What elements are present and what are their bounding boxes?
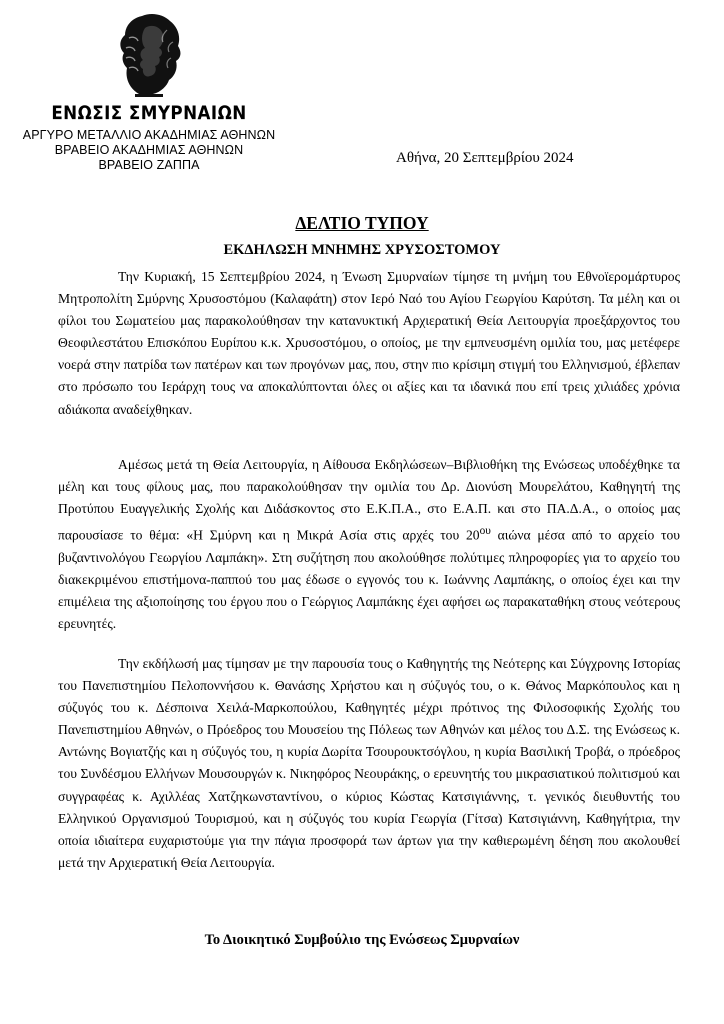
- paragraph-2-text-b: αιώνα μέσα από το αρχείο του βυζαντινολόγου Γεωργίου Λαμπάκη». Στη συζήτηση που ακολούθησε πολύτιμες πληροφορίες για το αρχείο του διακεκριμένου επιστήμονα-παππού του μας έδωσε ο εγγονός του κ. Ιωάννης Λαμπάκης, ο οποίος έχει και την επιμέλεια της αξιοποίησης του έργου που ο Γεώργιος Λαμπάκης έχει αφήσει ως παρακαταθήκη στους νεότερους ερευνητές.: [58, 527, 681, 632]
- award-line-3: ΒΡΑΒΕΙΟ ΖΑΠΠΑ: [98, 158, 200, 172]
- document-title: ΔΕΛΤΙΟ ΤΥΠΟΥ: [295, 213, 429, 233]
- dateline: Αθήνα, 20 Σεπτεμβρίου 2024: [396, 150, 574, 166]
- award-line-2: ΒΡΑΒΕΙΟ ΑΚΑΔΗΜΙΑΣ ΑΘΗΝΩΝ: [54, 143, 244, 157]
- paragraph-3: [58, 653, 680, 874]
- paragraph-1: [58, 266, 680, 421]
- paragraph-2: [58, 454, 680, 635]
- paragraph-2-text-a: Αμέσως μετά τη Θεία Λειτουργία, η Αίθουσα Εκδηλώσεων–Βιβλιοθήκη της Ενώσεως υποδέχθηκε τα μέλη και τους φίλους μας, που παρακολούθησαν την ομιλία του Δρ. Διονύση Μουρελάτου, Καθηγητή της Προτύπου Ευαγγελικής Σχολής και Διδάσκοντος στο Ε.Κ.Π.Α., στο Ε.Α.Π. και στο ΠΑ.Δ.Α., ο οποίος μας παρουσίασε το θέμα: «Η Σμύρνη και η Μικρά Ασία στις αρχές του 20: [58, 457, 680, 543]
- paragraph-3-text: Την εκδήλωσή μας τίμησαν με την παρουσία τους ο Καθηγητής της Νεότερης και Σύγχρονης Ιστορίας του Πανεπιστημίου Πελοποννήσου κ. Θανάσης Χρήστου και η σύζυγός του, ο κ. Θάνος Μαρκόπουλος και η σύζυγός του κ. Δέσποινα Χειλά-Μαρκοπούλου, Καθηγητές μέχρι πρότινος της Φιλοσοφικής Σχολής του Πανεπιστημίου Αθηνών, ο Πρόεδρος του Μουσείου της Πόλεως των Αθηνών και μέλος του Δ.Σ. της Ενώσεως κ. Αντώνης Βογιατζής και η σύζυγός του, η κυρία Δωρίτα Τσουρουκτσόγλου, η κυρία Βασιλική Τροβά, ο πρόεδρος του Συνδέσμου Ελλήνων Μουσουργών κ. Νικηφόρος Νεουράκης, ο ερευνητής του μικρασιατικού πολιτισμού και συγγραφέας κ. Αχιλλέας Χατζηκωνσταντίνου, ο κύριος Κώστας Κατσιγιάννης, τ. γενικός διευθυντής του Ελληνικού Οργανισμού Τουρισμού, και η σύζυγός του κυρία Γεωργία (Γίτσα) Κατσιγιάννη, Καθηγήτρια, την οποία ιδιαίτερα ευχαριστούμε για την πάγια προσφορά των άρτων για την καθιερωμένη δέηση που ακολουθεί μετά την Αρχιερατική Θεία Λειτουργία.: [58, 656, 680, 870]
- paragraph-1-text: Την Κυριακή, 15 Σεπτεμβρίου 2024, η Ένωση Σμυρναίων τίμησε τη μνήμη του Εθνοϊερομάρτυρος Μητροπολίτη Σμύρνης Χρυσοστόμου (Καλαφάτη) στον Ιερό Ναό του Αγίου Γεωργίου Καρύτση. Τα μέλη και οι φίλοι του Σωματείου μας παρακολούθησαν την κατανυκτική Αρχιερατική Θεία Λειτουργία προεξάρχοντος του Θεοφιλεστάτου Επισκόπου Ευρίπου κ.κ. Χρυσοστόμου, ο οποίος, με την εμπνευσμένη ομιλία του, μας μετέφερε νοερά στην πατρίδα των πατέρων και των προγόνων μας, που, στην πιο κρίσιμη στιγμή του Ελληνισμού, έβλεπαν στο πρόσωπο του Ιεράρχη τους να αποκαλύπτονται όλες οι αξίες και τα ιδανικά που επί τρεις χιλιάδες χρόνια αδιάκοπα αναδείχθηκαν.: [58, 269, 680, 417]
- award-line-1: ΑΡΓΥΡΟ ΜΕΤΑΛΛΙΟ ΑΚΑΔΗΜΙΑΣ ΑΘΗΝΩΝ: [22, 128, 276, 142]
- letterhead: [14, 8, 284, 173]
- ordinal-superscript: ου: [479, 525, 491, 538]
- head-profile-emblem-icon: [99, 8, 199, 100]
- organization-name: ΕΝΩΣΙΣ ΣΜΥΡΝΑΙΩΝ: [51, 102, 247, 124]
- signature-line: Το Διοικητικό Συμβούλιο της Ενώσεως Σμυρναίων: [204, 932, 520, 948]
- document-subtitle: ΕΚΔΗΛΩΣΗ ΜΝΗΜΗΣ ΧΡΥΣΟΣΤΟΜΟΥ: [223, 242, 501, 258]
